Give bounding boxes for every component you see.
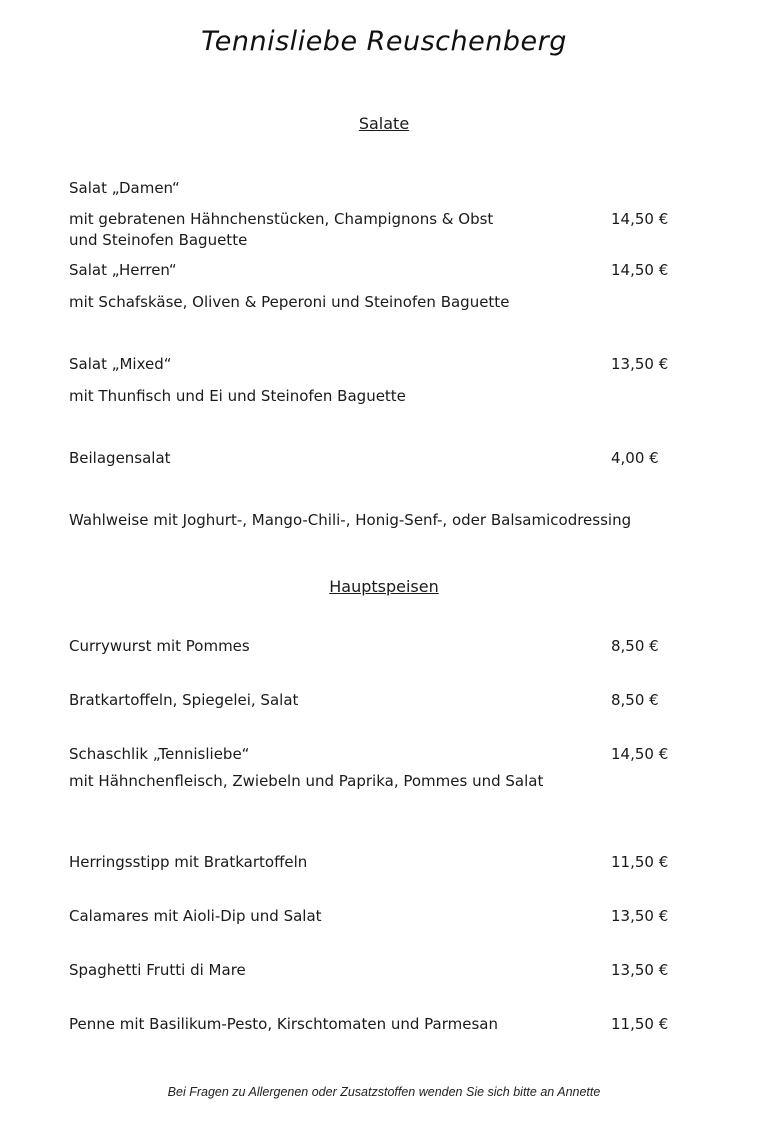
- item-desc-salat-herren: mit Schafskäse, Oliven & Peperoni und Steinofen Baguette: [69, 293, 510, 311]
- item-name-salat-mixed: Salat „Mixed“: [69, 355, 172, 373]
- item-name-calamares: Calamares mit Aioli-Dip und Salat: [69, 907, 322, 925]
- item-desc-salat-mixed: mit Thunfisch und Ei und Steinofen Baguette: [69, 387, 406, 405]
- item-name-bratkartoffeln: Bratkartoffeln, Spiegelei, Salat: [69, 691, 299, 709]
- dressing-note: Wahlweise mit Joghurt-, Mango-Chili-, Honig-Senf-, oder Balsamicodressing: [69, 511, 632, 529]
- item-price-beilagensalat: 4,00 €: [611, 449, 659, 467]
- item-desc-schaschlik: mit Hähnchenfleisch, Zwiebeln und Paprika, Pommes und Salat: [69, 772, 544, 790]
- section-heading-salate: Salate: [358, 114, 410, 133]
- item-name-schaschlik: Schaschlik „Tennisliebe“: [69, 745, 250, 763]
- item-price-schaschlik: 14,50 €: [611, 745, 669, 763]
- section-heading-hauptspeisen: Hauptspeisen: [329, 577, 439, 596]
- item-name-beilagensalat: Beilagensalat: [69, 449, 171, 467]
- item-price-penne: 11,50 €: [611, 1015, 669, 1033]
- item-price-currywurst: 8,50 €: [611, 637, 659, 655]
- item-price-spaghetti: 13,50 €: [611, 961, 669, 979]
- item-price-bratkartoffeln: 8,50 €: [611, 691, 659, 709]
- item-name-currywurst: Currywurst mit Pommes: [69, 637, 250, 655]
- item-price-salat-herren: 14,50 €: [611, 261, 669, 279]
- item-desc-salat-damen-2: und Steinofen Baguette: [69, 231, 248, 249]
- item-price-herringsstipp: 11,50 €: [611, 853, 669, 871]
- item-price-salat-damen: 14,50 €: [611, 210, 669, 228]
- item-price-salat-mixed: 13,50 €: [611, 355, 669, 373]
- item-name-herringsstipp: Herringsstipp mit Bratkartoffeln: [69, 853, 308, 871]
- item-name-penne: Penne mit Basilikum-Pesto, Kirschtomaten und Parmesan: [69, 1015, 498, 1033]
- menu-title: Tennisliebe Reuschenberg: [201, 26, 567, 57]
- item-name-spaghetti: Spaghetti Frutti di Mare: [69, 961, 246, 979]
- allergen-note: Bei Fragen zu Allergenen oder Zusatzstoffen wenden Sie sich bitte an Annette: [167, 1085, 601, 1099]
- item-name-salat-damen: Salat „Damen“: [69, 179, 180, 197]
- item-desc-salat-damen: mit gebratenen Hähnchenstücken, Champignons & Obst: [69, 210, 494, 228]
- item-price-calamares: 13,50 €: [611, 907, 669, 925]
- item-name-salat-herren: Salat „Herren“: [69, 261, 177, 279]
